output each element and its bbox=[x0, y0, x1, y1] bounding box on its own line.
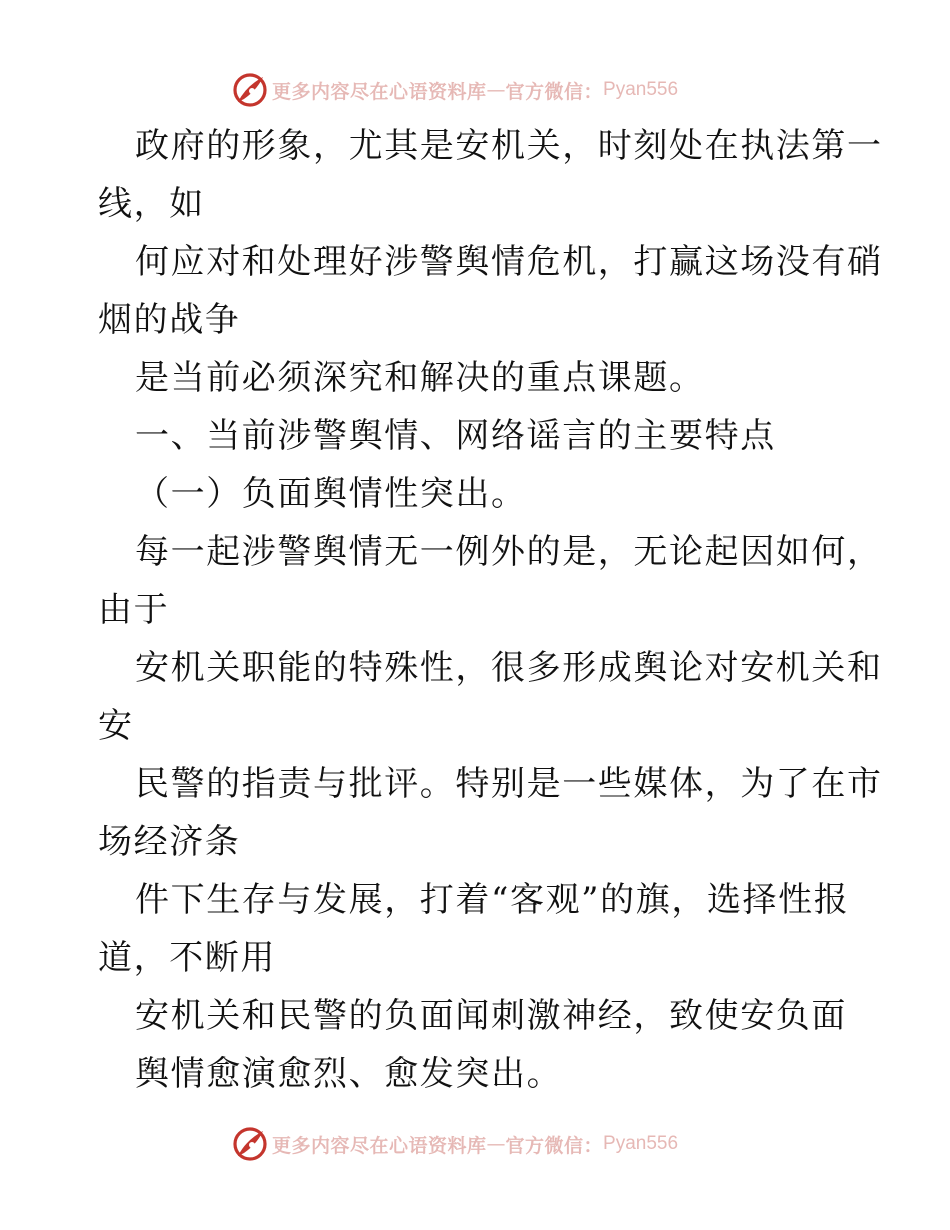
header-banner-title: 更多内容尽在心语资料库 bbox=[272, 80, 487, 103]
body-line: 每一起涉警舆情无一例外的是，无论起因如何， bbox=[135, 532, 883, 572]
quill-pen-logo-icon bbox=[232, 1126, 268, 1162]
footer-banner bbox=[0, 1118, 950, 1168]
footer-banner-title: 更多内容尽在心语资料库 bbox=[272, 1134, 487, 1157]
header-banner-wechat-id: Pyan556 bbox=[603, 79, 679, 100]
body-line: 政府的形象，尤其是安机关，时刻处在执法第一 bbox=[135, 126, 883, 166]
body-line: 烟的战争 bbox=[98, 300, 241, 340]
section-heading: 一、当前涉警舆情、网络谣言的主要特点 bbox=[135, 416, 776, 456]
body-line: 安 bbox=[98, 706, 134, 746]
body-line: 舆情愈演愈烈、愈发突出。 bbox=[135, 1054, 563, 1094]
footer-banner-wechat-label: 官方微信： bbox=[505, 1134, 604, 1157]
footer-banner-wechat-id: Pyan556 bbox=[603, 1133, 679, 1154]
subsection-heading: （一）负面舆情性突出。 bbox=[135, 474, 527, 514]
body-line: 道，不断用 bbox=[98, 938, 276, 978]
body-line: 安机关职能的特殊性，很多形成舆论对安机关和 bbox=[135, 648, 883, 688]
body-line: 是当前必须深究和解决的重点课题。 bbox=[135, 358, 705, 398]
header-banner-content bbox=[232, 70, 678, 110]
body-line: 何应对和处理好涉警舆情危机，打赢这场没有硝 bbox=[135, 242, 883, 282]
body-line: 民警的指责与批评。特别是一些媒体，为了在市 bbox=[135, 764, 883, 804]
footer-banner-dash: — bbox=[486, 1133, 506, 1155]
body-line: 场经济条 bbox=[98, 822, 241, 862]
quill-pen-logo-icon bbox=[232, 72, 268, 108]
footer-banner-content bbox=[232, 1124, 678, 1164]
body-line: 由于 bbox=[98, 590, 170, 630]
body-line: 件下生存与发展，打着“客观”的旗，选择性报 bbox=[135, 880, 850, 920]
header-banner-dash: — bbox=[486, 79, 506, 101]
body-line: 安机关和民警的负面闻刺激神经，致使安负面 bbox=[135, 996, 847, 1036]
header-banner bbox=[0, 64, 950, 114]
body-line: 线，如 bbox=[98, 184, 205, 224]
header-banner-wechat-label: 官方微信： bbox=[505, 80, 604, 103]
